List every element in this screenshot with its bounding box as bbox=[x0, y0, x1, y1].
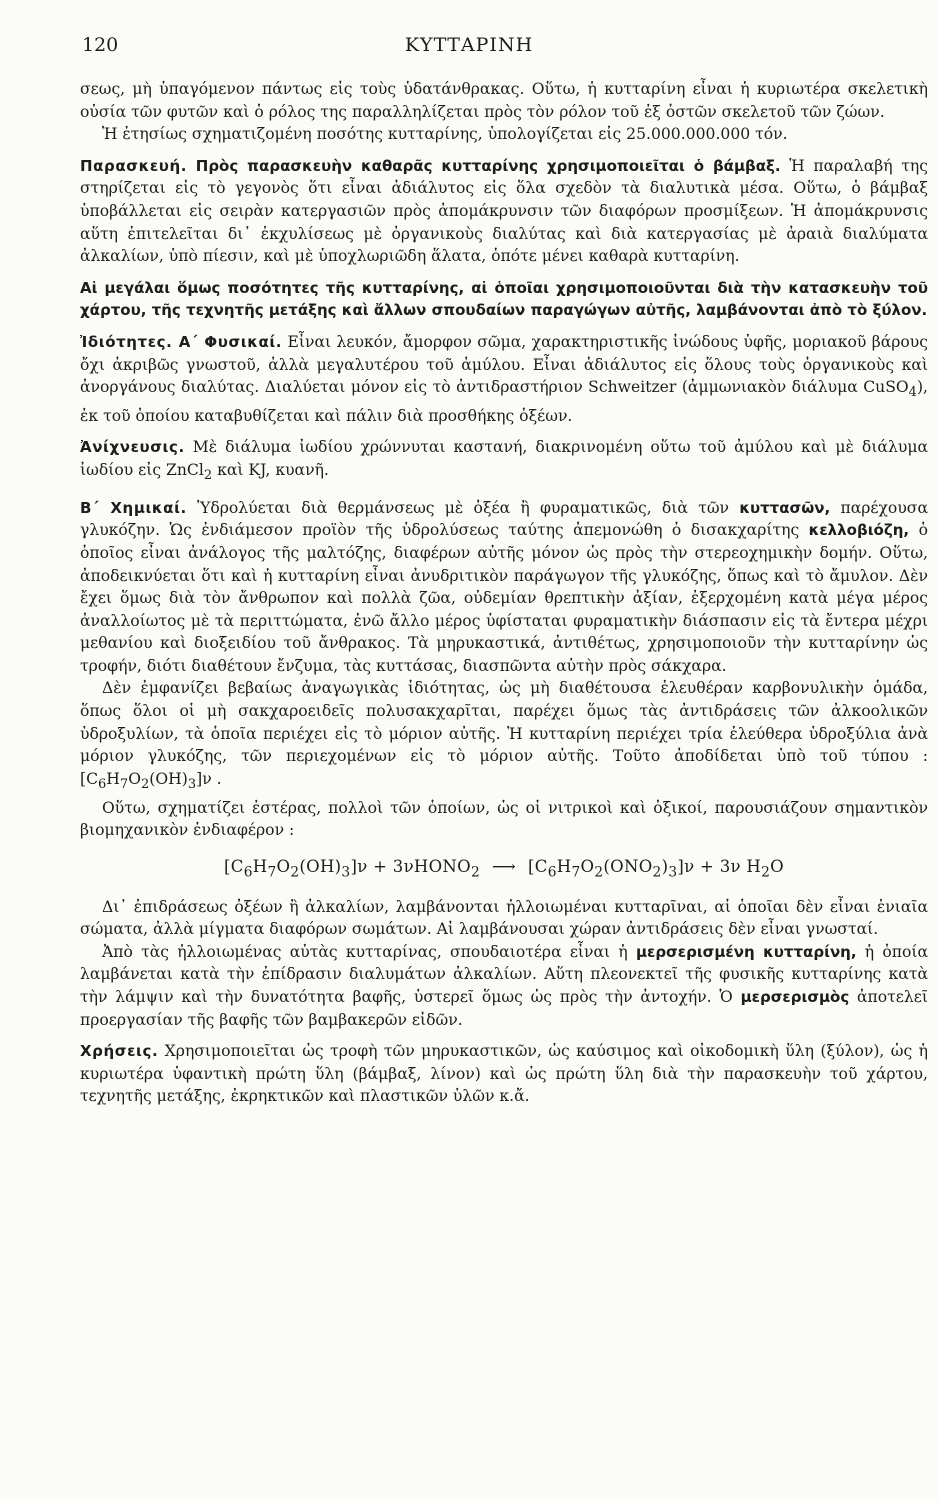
paragraph-preparation: Παρασκευή. Πρὸς παρασκευὴν καθαρᾶς κυτταρίνης χρησιμοποιεῖται ὁ βάμβαξ. Ἡ παραλαβή της στηρίζεται εἰς τὸ γεγονὸς ὅτι εἶναι ἀδιάλυτος εἰς ὅλα σχεδὸν τὰ διαλυτικὰ μέσα. Οὕτω, ὁ βάμβαξ ὑποβάλλεται εἰς σειρὰν κατεργασιῶν πρὸς ἀπομάκρυνσιν τῶν διαφόρων προσμίξεων. Ἡ ἀπομάκρυνσις αὕτη ἐπιτελεῖται δι᾿ ἐκχυλίσεως μὲ ὀργανικοὺς διαλύτας καὶ διὰ κατεργασίας μὲ ἀραιὰ διαλύματα ἀλκαλίων, ὑπὸ πίεσιν, καὶ μὲ ὑποχλωριῶδη ἅλατα, ὁπότε μένει καθαρὰ κυτταρίνη. bbox=[80, 156, 928, 266]
reaction-arrow-icon: ⟶ bbox=[492, 856, 517, 876]
paragraph: Δὲν ἐμφανίζει βεβαίως ἀναγωγικὰς ἰδιότητας, ὡς μὴ διαθέτουσα ἐλευθέραν καρβονυλικὴν ὁμάδα, ὅπως ὅλοι οἱ μὴ σακχαροειδεῖς πολυσακχαρῖται, παρέχει ὅμως τὰς ἀντιδράσεις τῶν ἀλκοολικῶν ὑδροξυλίων, τὰ ὁποῖα περιέχει εἰς τὸ μόριον αὐτῆς. Ἡ κυτταρίνη περιέχει τρία ἐλεύθερα ὑδροξύλια ἀνὰ μόριον γλυκόζης, τῶν περιεχομένων εἰς τὸ μόριον αὐτῆς. Τοῦτο ἀποδίδεται ὑπὸ τοῦ τύπου : $[C_6H_7O_2(OH)_3]\nu$ . bbox=[80, 679, 928, 792]
paragraph-detection: Ἀνίχνευσις. Μὲ διάλυμα ἰωδίου χρώννυται καστανή, διακρινομένη οὕτω τοῦ ἀμύλου καὶ μὲ διάλυμα ἰωδίου εἰς ZnCl$_2$ καὶ KJ, κυανῆ. bbox=[80, 438, 928, 484]
page-body bbox=[80, 78, 928, 1108]
section-heading: Β΄ Χημικαί. bbox=[80, 498, 187, 517]
chemical-equation: $[C_6H_7O_2(OH)_3]\nu$ + 3νHONO$_2$ ⟶ $[C_6H_7O_2(ONO_2)_3]\nu + 3\nu$ $H_2O$ bbox=[224, 856, 784, 881]
section-heading: Χρήσεις. bbox=[80, 1042, 159, 1061]
paragraph: Οὕτω, σχηματίζει ἐστέρας, πολλοὶ τῶν ὁποίων, ὡς οἱ νιτρικοὶ καὶ ὀξικοί, παρουσιάζουν σημαντικὸν βιομηχανικὸν ἐνδιαφέρον : bbox=[80, 798, 928, 840]
paragraph-uses: Χρήσεις. Χρησιμοποιεῖται ὡς τροφὴ τῶν μηρυκαστικῶν, ὡς καύσιμος καὶ οἰκοδομικὴ ὕλη (ξύλον), ὡς ἡ κυριωτέρα ὑφαντικὴ πρώτη ὕλη (βάμβαξ, λίνον) καὶ ὡς πρώτη ὕλη διὰ τὴν παρασκευὴν τοῦ χάρτου, τεχνητῆς μετάξης, ἐκρηκτικῶν καὶ πλαστικῶν ὑλῶν κ.ἄ. bbox=[80, 1042, 928, 1106]
page-number: 120 bbox=[82, 34, 119, 56]
running-title: ΚΥΤΤΑΡΙΝΗ bbox=[404, 34, 534, 56]
paragraph: Δι᾿ ἐπιδράσεως ὀξέων ἢ ἀλκαλίων, λαμβάνονται ἠλλοιωμέναι κυτταρῖναι, αἱ ὁποῖαι δὲν εἶναι ἑνιαῖα σώματα, ἀλλὰ μίγματα διαφόρων σωμάτων. Αἱ λαμβάνουσαι χώραν ἀντιδράσεις δὲν εἶναι γνωσταί. bbox=[80, 897, 928, 939]
section-heading: Ἰδιότητες. Α΄ Φυσικαί. bbox=[80, 332, 283, 351]
paragraph: Αἱ μεγάλαι ὅμως ποσότητες τῆς κυτταρίνης, αἱ ὁποῖαι χρησιμοποιοῦνται διὰ τὴν κατασκευὴν τοῦ χάρτου, τῆς τεχνητῆς μετάξης καὶ ἄλλων σπουδαίων παραγώγων αὐτῆς, λαμβάνονται ἀπὸ τὸ ξύλον. bbox=[80, 278, 928, 320]
page-header bbox=[0, 34, 938, 60]
paragraph-chemical: Β΄ Χημικαί. Ὑδρολύεται διὰ θερμάνσεως μὲ ὀξέα ἢ φυραματικῶς, διὰ τῶν κυττασῶν, παρέχουσα γλυκόζην. Ὡς ἐνδιάμεσον προϊὸν τῆς ὑδρολύσεως ταύτης ἀπεμονώθη ὁ δισακχαρίτης κελλοβιόζη, ὁ ὁποῖος εἶναι ἀνάλογος τῆς μαλτόζης, διαφέρων αὐτῆς μόνον ὡς πρὸς τὴν στερεοχημικὴν δομήν. Οὕτω, ἀποδεικνύεται ὅτι καὶ ἡ κυτταρίνη εἶναι ἀνυδριτικὸν παράγωγον τῆς γλυκόζης, ὅπως καὶ τὸ ἄμυλον. Δὲν ἔχει ὅμως διὰ τὸν ἄνθρωπον καὶ πολλὰ ζῶα, οὐδεμίαν θρεπτικὴν ἀξίαν, ἐξερχομένη κατὰ μέγα μέρος ἀναλλοίωτος μὲ τὰ περιττώματα, ἐνῶ ἄλλο μέρος ὑφίσταται φυραματικὴν διάσπασιν εἰς τὰ ἔντερα μέχρι μεθανίου καὶ διοξειδίου τοῦ ἄνθρακος. Τὰ μηρυκαστικά, ἀντιθέτως, χρησιμοποιοῦν τὴν κυτταρίνην ὡς τροφήν, διότι διαθέτουν ἔνζυμα, τὰς κυττάσας, διασπῶντα αὐτὴν πρὸς σάκχαρα. bbox=[80, 498, 928, 675]
paragraph: Ἀπὸ τὰς ἠλλοιωμένας αὐτὰς κυτταρίνας, σπουδαιοτέρα εἶναι ἡ μερσερισμένη κυτταρίνη, ἡ ὁποία λαμβάνεται κατὰ τὴν ἐπίδρασιν διαλυμάτων ἀλκαλίων. Αὕτη πλεονεκτεῖ τῆς φυσικῆς κυτταρίνης κατὰ τὴν λάμψιν καὶ τὴν δυνατότητα βαφῆς, ὑστερεῖ ὅμως ὡς πρὸς τὴν ἀντοχήν. Ὁ μερσερισμὸς ἀποτελεῖ προεργασίαν τῆς βαφῆς τῶν βαμβακερῶν εἰδῶν. bbox=[80, 942, 928, 1029]
section-heading: Ἀνίχνευσις. bbox=[80, 438, 185, 457]
paragraph: σεως, μὴ ὑπαγόμενον πάντως εἰς τοὺς ὑδατάνθρακας. Οὕτω, ἡ κυτταρίνη εἶναι ἡ κυριωτέρα σκελετικὴ οὐσία τῶν φυτῶν καὶ ὁ ρόλος της παραλληλίζεται πρὸς τὸν ρόλον τοῦ ἐξ ὀστῶν σκελετοῦ τῶν ζώων. bbox=[80, 80, 928, 121]
paragraph: Ἡ ἐτησίως σχηματιζομένη ποσότης κυτταρίνης, ὑπολογίζεται εἰς 25.000.000.000 τόν. bbox=[102, 125, 788, 144]
section-heading: Παρασκευή. bbox=[80, 156, 188, 175]
paragraph-properties: Ἰδιότητες. Α΄ Φυσικαί. Εἶναι λευκόν, ἄμορφον σῶμα, χαρακτηριστικῆς ἰνώδους ὑφῆς, μοριακοῦ βάρους ὄχι ἀκριβῶς γνωστοῦ, ἀλλὰ μεγαλυτέρου τοῦ ἀμύλου. Εἶναι ἀδιάλυτος εἰς ὅλους τοὺς ὀργανικοὺς καὶ ἀνοργάνους διαλύτας. Διαλύεται μόνον εἰς τὸ ἀντιδραστήριον Schweitzer (ἀμμωνιακὸν διάλυμα CuSO$_4$), ἐκ τοῦ ὁποίου καταβυθίζεται καὶ πάλιν διὰ προσθήκης ὀξέων. bbox=[80, 332, 929, 425]
